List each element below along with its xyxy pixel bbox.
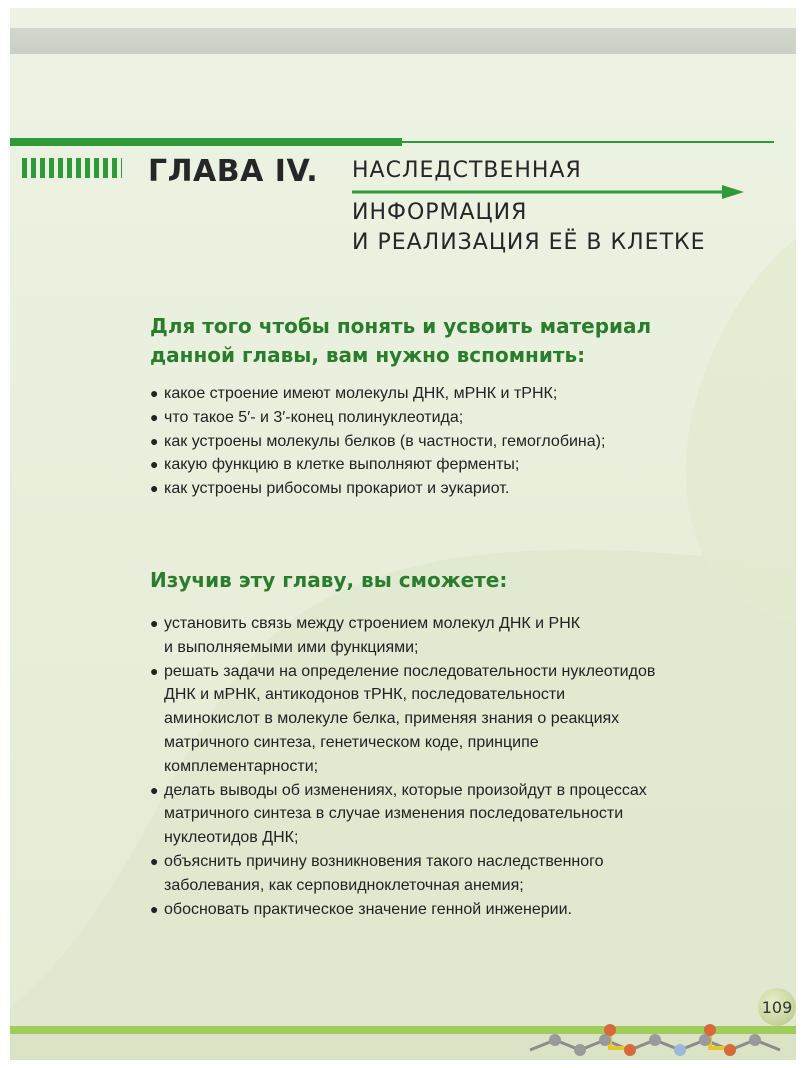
list-item: [150, 430, 605, 454]
list-item-text: ДНК и мРНК, антикодонов тРНК, последовательности: [164, 686, 566, 704]
bullet-dot-icon: ●: [150, 408, 159, 425]
list-item-text: и выполняемыми ими функциями;: [164, 638, 419, 656]
bullet-dot-icon: ●: [150, 432, 159, 449]
bullet-dot-icon: ●: [150, 456, 159, 473]
list-item-text: как устроены молекулы белков (в частности, гемоглобина);: [164, 432, 606, 450]
list-item-text: установить связь между строением молекул ДНК и РНК: [164, 615, 581, 632]
bullet-dot-icon: ●: [150, 900, 159, 917]
list-item: [150, 779, 655, 850]
list-item: [150, 477, 605, 501]
list-item-text: какое строение имеют молекулы ДНК, мРНК и тРНК;: [164, 385, 558, 402]
recall-heading-line-2: данной главы, вам нужно вспомнить:: [150, 343, 586, 367]
recall-heading-line-1: Для того чтобы понять и усвоить материал: [150, 314, 652, 338]
list-item-text: какую функцию в клетке выполняют ферменты;: [164, 456, 520, 474]
bullet-dot-icon: ●: [150, 385, 159, 401]
bullet-dot-icon: ●: [150, 781, 159, 798]
list-item: [150, 406, 605, 430]
list-item-text: решать задачи на определение последовательности нуклеотидов: [164, 662, 656, 680]
chapter-label: ГЛАВА IV.: [148, 154, 319, 189]
list-item: [150, 612, 655, 660]
list-item-text: матричного синтеза в случае изменения последовательности: [164, 805, 624, 823]
list-item-text: нуклеотидов ДНК;: [164, 829, 299, 847]
list-item-text: обосновать практическое значение генной инженерии.: [164, 900, 572, 918]
list-item: [150, 850, 655, 898]
chapter-title-line-2: ИНФОРМАЦИЯ: [352, 200, 528, 225]
list-item-text: что такое 5′- и 3′-конец полинуклеотида;: [164, 408, 464, 426]
outcomes-heading: Изучив эту главу, вы сможете:: [150, 568, 508, 592]
bullet-dot-icon: ●: [150, 852, 159, 869]
bullet-dot-icon: ●: [150, 480, 159, 497]
book-page: [10, 8, 796, 1060]
list-item: [150, 382, 605, 406]
bullet-dot-icon: ●: [150, 615, 159, 631]
chapter-title-line-1: НАСЛЕДСТВЕННАЯ: [352, 158, 582, 183]
page-number: 109: [758, 988, 796, 1026]
list-item-text: заболевания, как серповидноклеточная анемия;: [164, 876, 524, 894]
arrow-right-icon: [352, 184, 744, 200]
list-item: [150, 898, 655, 922]
list-item-text: комплементарности;: [164, 757, 319, 775]
list-item: [150, 453, 605, 477]
header-accent-line: [402, 141, 774, 143]
bullet-dot-icon: ●: [150, 662, 159, 679]
outcomes-list: [150, 612, 655, 921]
list-item-text: как устроены рибосомы прокариот и эукариот.: [164, 480, 510, 498]
list-item-text: матричного синтеза, генетическом коде, принципе: [164, 733, 539, 751]
list-item-text: аминокислот в молекуле белка, применяя знания о реакциях: [164, 710, 620, 728]
molecule-chain-icon: [10, 1020, 796, 1060]
header-stripes: [22, 158, 122, 178]
list-item-text: объяснить причину возникновения такого наследственного: [164, 852, 604, 870]
chapter-title-line-3: И РЕАЛИЗАЦИЯ ЕЁ В КЛЕТКЕ: [352, 230, 706, 255]
recall-heading: [150, 312, 651, 370]
list-item-text: делать выводы об изменениях, которые произойдут в процессах: [164, 781, 647, 799]
list-item: [150, 660, 655, 779]
header-accent-bar: [10, 138, 402, 146]
recall-list: [150, 382, 605, 501]
